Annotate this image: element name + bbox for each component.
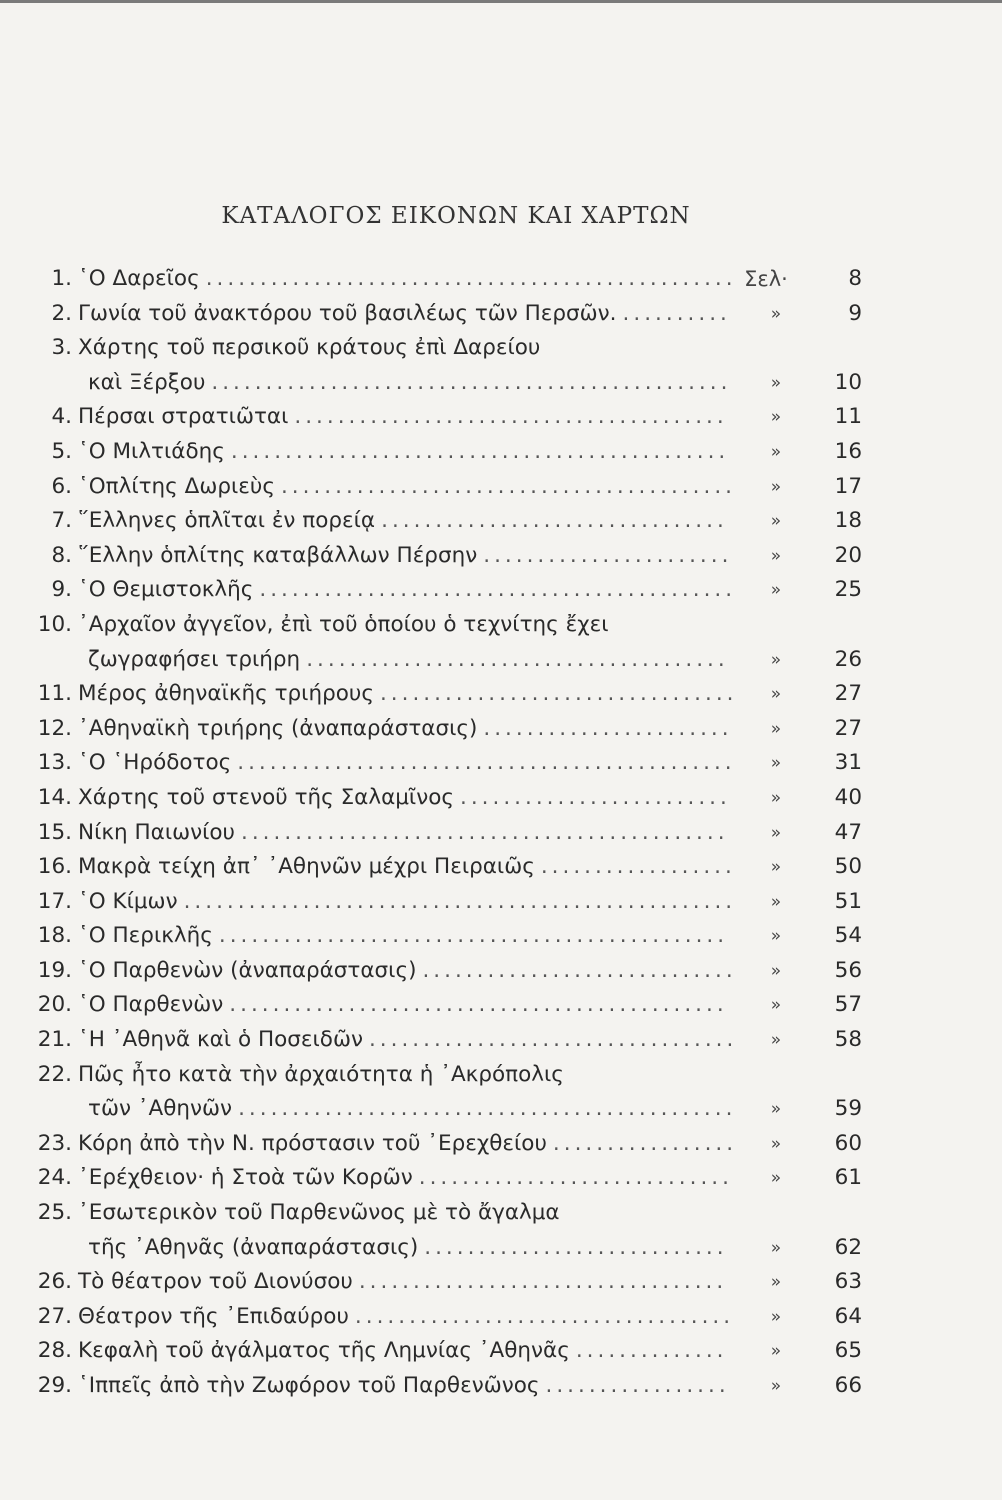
item-number: 18.: [37, 923, 72, 949]
page-number: 8: [848, 266, 862, 291]
ditto-mark: »: [770, 718, 782, 739]
leader-dots: ..............: [575, 1338, 728, 1364]
page-number: 17: [834, 473, 862, 499]
leader-dots: ................................: [381, 508, 728, 534]
item-number: 28.: [37, 1338, 72, 1364]
leader-dots: ..................: [540, 854, 736, 880]
leader-dots: ..............................................: [237, 750, 736, 776]
page-number: 62: [834, 1234, 862, 1260]
list-item: [0, 885, 1002, 920]
ditto-mark: »: [770, 580, 782, 601]
page-number: 57: [834, 992, 862, 1018]
item-title: τῶν ᾿Αθηνῶν ..............................................: [88, 1096, 737, 1122]
list-item: [0, 262, 1002, 297]
page-number: 18: [834, 508, 862, 534]
list-item: [0, 400, 1002, 435]
leader-dots: .........................: [460, 784, 731, 810]
item-number: 16.: [37, 854, 72, 880]
item-title: ῾Οπλίτης Δωριεὺς ..........................................: [78, 473, 737, 499]
leader-dots: ..............................................: [229, 992, 728, 1018]
page-number: 59: [834, 1096, 862, 1122]
page-abbrev: Σελ·: [744, 267, 788, 291]
ditto-mark: »: [770, 1168, 782, 1189]
ditto-mark: »: [770, 995, 782, 1016]
item-title: Γωνία τοῦ ἀνακτόρου τοῦ βασιλέως τῶν Περσῶν. ..........: [78, 300, 731, 326]
ditto-mark: »: [770, 1306, 782, 1327]
list-item: [0, 643, 1002, 678]
leader-dots: ........................................: [294, 404, 728, 430]
item-title: ῾Ο Παρθενὼν (ἀναπαράστασις) .............................: [78, 957, 737, 983]
item-title: Νίκη Παιωνίου .............................................: [78, 819, 729, 845]
ditto-mark: »: [770, 753, 782, 774]
item-title: Χάρτης τοῦ περσικοῦ κράτους ἐπὶ Δαρείου: [78, 335, 541, 361]
list-item: [0, 677, 1002, 712]
ditto-mark: »: [770, 1133, 782, 1154]
list-item: [0, 331, 1002, 366]
page-number: 51: [834, 888, 862, 914]
leader-dots: .......................................: [306, 646, 729, 672]
item-number: 22.: [37, 1061, 72, 1087]
item-title: Τὸ θέατρον τοῦ Διονύσου ..................................: [78, 1269, 728, 1295]
item-number: 1.: [51, 266, 72, 291]
item-title: ζωγραφήσει τριήρη .......................................: [88, 646, 729, 672]
leader-dots: .................................: [379, 681, 738, 707]
item-number: 27.: [37, 1303, 72, 1329]
leader-dots: .......................: [483, 715, 733, 741]
item-title: ῾Η ᾿Αθηνᾶ καὶ ὁ Ποσειδῶν ..................................: [78, 1027, 738, 1053]
page-number: 20: [834, 542, 862, 568]
list-item: [0, 1369, 1002, 1404]
item-number: 12.: [37, 715, 72, 741]
item-title: Κόρη ἀπὸ τὴν Ν. πρόστασιν τοῦ ᾿Ερεχθείου .................: [78, 1130, 738, 1156]
list-item: [0, 1196, 1002, 1231]
list-item: [0, 1300, 1002, 1335]
item-number: 11.: [37, 681, 72, 707]
item-title: ῾Ο Μιλτιάδης ..............................................: [78, 438, 730, 464]
ditto-mark: »: [770, 960, 782, 981]
item-number: 25.: [37, 1200, 72, 1226]
ditto-mark: »: [770, 684, 782, 705]
list-item: [0, 608, 1002, 643]
page-number: 31: [834, 750, 862, 776]
item-number: 6.: [51, 473, 72, 499]
page-number: 63: [834, 1269, 862, 1295]
page-number: 54: [834, 923, 862, 949]
item-number: 21.: [37, 1027, 72, 1053]
item-title: ᾿Εσωτερικὸν τοῦ Παρθενῶνος μὲ τὸ ἄγαλμα: [78, 1200, 560, 1226]
leader-dots: ...............................................: [218, 923, 729, 949]
ditto-mark: »: [770, 1272, 782, 1293]
ditto-mark: »: [770, 303, 782, 324]
item-title: ῾Ιππεῖς ἀπὸ τὴν Ζωφόρον τοῦ Παρθενῶνος .................: [78, 1373, 730, 1398]
item-title: ῾Ο Κίμων ...................................................: [78, 888, 737, 914]
ditto-mark: »: [770, 857, 782, 878]
list-item: [0, 1092, 1002, 1127]
item-title: ῞Ελληνες ὁπλῖται ἐν πορείᾳ ................................: [78, 508, 728, 534]
ditto-mark: »: [770, 441, 782, 462]
leader-dots: ............................: [424, 1234, 728, 1260]
item-title: ῾Ο Δαρεῖος .................................................: [78, 266, 737, 291]
page-top-edge: [0, 0, 1002, 3]
page-number: 11: [834, 404, 862, 430]
list-item: [0, 850, 1002, 885]
item-number: 23.: [37, 1130, 72, 1156]
leader-dots: ..............................................: [230, 438, 730, 464]
leader-dots: ..................................: [358, 1269, 728, 1295]
list-item: [0, 954, 1002, 989]
list-item: [0, 816, 1002, 851]
item-number: 2.: [51, 300, 72, 326]
item-number: 17.: [37, 888, 72, 914]
leader-dots: .................: [552, 1130, 738, 1156]
item-number: 4.: [51, 404, 72, 430]
list-item: [0, 1161, 1002, 1196]
item-number: 24.: [37, 1165, 72, 1191]
list-item: [0, 1058, 1002, 1093]
item-number: 26.: [37, 1269, 72, 1295]
item-title: καὶ Ξέρξου ................................................: [88, 369, 732, 395]
page-number: 40: [834, 784, 862, 810]
page-number: 26: [834, 646, 862, 672]
item-number: 10.: [37, 611, 72, 637]
list-item: [0, 539, 1002, 574]
ditto-mark: »: [770, 926, 782, 947]
ditto-mark: »: [770, 407, 782, 428]
list-item: [0, 1265, 1002, 1300]
ditto-mark: »: [770, 1376, 782, 1396]
item-title: Μακρὰ τείχη ἀπ᾿ ᾿Αθηνῶν μέχρι Πειραιῶς ..................: [78, 854, 736, 880]
list-item: [0, 1127, 1002, 1162]
page-title: ΚΑΤΑΛΟΓΟΣ ΕΙΚΟΝΩΝ ΚΑΙ ΧΑΡΤΩΝ: [221, 203, 691, 229]
item-number: 5.: [51, 438, 72, 464]
ditto-mark: »: [770, 1237, 782, 1258]
page-number: 61: [834, 1165, 862, 1191]
page-number: 16: [834, 438, 862, 464]
ditto-mark: »: [770, 476, 782, 497]
page-number: 58: [834, 1027, 862, 1053]
list-item: [0, 470, 1002, 505]
figure-list: [0, 262, 1002, 1404]
leader-dots: .............................: [422, 957, 737, 983]
leader-dots: .......................: [483, 542, 733, 568]
list-item: [0, 1334, 1002, 1369]
list-item: [0, 504, 1002, 539]
ditto-mark: »: [770, 1341, 782, 1362]
leader-dots: ..........: [622, 300, 731, 326]
list-item: [0, 435, 1002, 470]
item-title: Κεφαλὴ τοῦ ἀγάλματος τῆς Λημνίας ᾿Αθηνᾶς ..............: [78, 1338, 728, 1364]
item-title: Πῶς ἦτο κατὰ τὴν ἀρχαιότητα ἡ ᾿Ακρόπολις: [78, 1061, 564, 1087]
page-number: 27: [834, 681, 862, 707]
item-number: 9.: [51, 577, 72, 603]
list-item: [0, 746, 1002, 781]
ditto-mark: »: [770, 1030, 782, 1051]
item-title: ῾Ο Παρθενὼν ..............................................: [78, 992, 728, 1018]
page-number: 50: [834, 854, 862, 880]
item-number: 7.: [51, 508, 72, 534]
leader-dots: ...................................................: [183, 888, 737, 914]
item-number: 20.: [37, 992, 72, 1018]
ditto-mark: »: [770, 891, 782, 912]
item-title: Θέατρον τῆς ᾿Επιδαύρου ...................................: [78, 1303, 735, 1329]
ditto-mark: »: [770, 511, 782, 532]
item-number: 14.: [37, 784, 72, 810]
item-title: ῞Ελλην ὁπλίτης καταβάλλων Πέρσην .......................: [78, 542, 733, 568]
page-number: 47: [834, 819, 862, 845]
leader-dots: ...................................: [354, 1303, 735, 1329]
item-title: ᾿Αθηναϊκὴ τριήρης (ἀναπαράστασις) .......................: [78, 715, 733, 741]
list-item: [0, 712, 1002, 747]
list-item: [0, 1023, 1002, 1058]
page-number: 10: [834, 369, 862, 395]
leader-dots: .............................: [418, 1165, 733, 1191]
list-item: [0, 297, 1002, 332]
leader-dots: ..........................................: [280, 473, 737, 499]
ditto-mark: »: [770, 822, 782, 843]
item-title: ῾Ο Θεμιστοκλῆς ............................................: [78, 577, 737, 603]
page-number: 65: [834, 1338, 862, 1364]
ditto-mark: »: [770, 1099, 782, 1120]
page-number: 9: [848, 300, 862, 326]
item-title: Χάρτης τοῦ στενοῦ τῆς Σαλαμῖνος .........................: [78, 784, 731, 810]
item-title: Μέρος ἀθηναϊκῆς τριήρους .................................: [78, 681, 738, 707]
page-number: 27: [834, 715, 862, 741]
page-number: 60: [834, 1130, 862, 1156]
leader-dots: ............................................: [259, 577, 737, 603]
item-title: τῆς ᾿Αθηνᾶς (ἀναπαράστασις) ............................: [88, 1234, 728, 1260]
page-number: 56: [834, 957, 862, 983]
ditto-mark: »: [770, 649, 782, 670]
item-title: ᾿Ερέχθειον· ἡ Στοὰ τῶν Κορῶν .............................: [78, 1165, 733, 1191]
list-item: [0, 988, 1002, 1023]
item-title: ᾿Αρχαῖον ἀγγεῖον, ἐπὶ τοῦ ὁποίου ὁ τεχνίτης ἔχει: [78, 611, 609, 637]
list-item: [0, 781, 1002, 816]
page-number: 66: [834, 1373, 862, 1398]
item-number: 8.: [51, 542, 72, 568]
leader-dots: ................................................: [211, 369, 732, 395]
item-number: 19.: [37, 957, 72, 983]
item-number: 13.: [37, 750, 72, 776]
leader-dots: .................................................: [205, 266, 737, 291]
leader-dots: ..............................................: [238, 1096, 737, 1122]
item-title: ῾Ο Περικλῆς ...............................................: [78, 923, 729, 949]
leader-dots: .................: [545, 1373, 730, 1398]
page-number: 64: [834, 1303, 862, 1329]
ditto-mark: »: [770, 545, 782, 566]
leader-dots: .............................................: [241, 819, 729, 845]
item-number: 29.: [37, 1373, 72, 1398]
ditto-mark: »: [770, 372, 782, 393]
list-item: [0, 919, 1002, 954]
list-item: [0, 366, 1002, 401]
item-number: 3.: [51, 335, 72, 361]
list-item: [0, 573, 1002, 608]
item-title: Πέρσαι στρατιῶται ........................................: [78, 404, 728, 430]
ditto-mark: »: [770, 787, 782, 808]
leader-dots: ..................................: [368, 1027, 738, 1053]
page-number: 25: [834, 577, 862, 603]
item-number: 15.: [37, 819, 72, 845]
list-item: [0, 1231, 1002, 1266]
item-title: ῾Ο ῾Ηρόδοτος ..............................................: [78, 750, 736, 776]
